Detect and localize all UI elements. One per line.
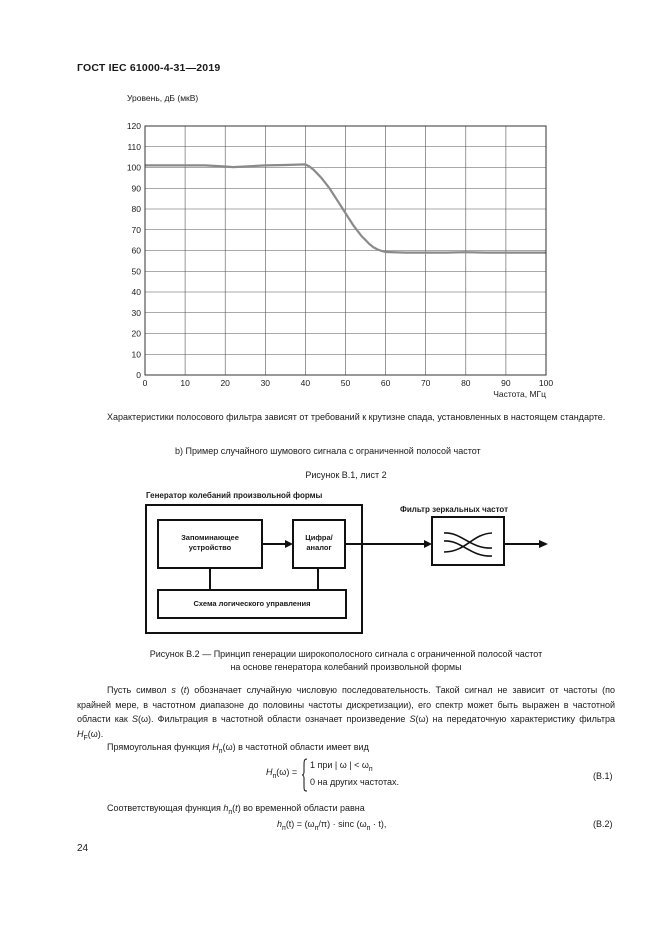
- x-tick-label: 70: [420, 378, 431, 388]
- x-tick-label: 40: [300, 378, 311, 388]
- y-tick-label: 60: [131, 245, 141, 256]
- brace-icon: [301, 758, 309, 792]
- equation-b1-case2: 0 на других частотах.: [310, 777, 399, 787]
- subfigure-caption: b) Пример случайного шумового сигнала с ограниченной полосой частот: [175, 446, 481, 456]
- y-tick-label: 90: [131, 183, 141, 194]
- filter-symbol-icon: [444, 533, 492, 556]
- equation-b2-number: (В.2): [593, 819, 613, 829]
- x-tick-label: 100: [538, 378, 554, 388]
- paragraph-time-domain: Соответствующая функция $h_п(t)$ во временной области равна: [107, 803, 365, 816]
- dac-label-line1: Цифра/: [305, 533, 333, 542]
- x-tick-label: 0: [142, 378, 148, 388]
- arrow-head-icon: [539, 540, 548, 548]
- equation-b1-number: (В.1): [593, 771, 613, 781]
- filter-title: Фильтр зеркальных частот: [400, 505, 509, 514]
- x-axis-label: Частота, МГц: [493, 389, 546, 399]
- x-tick-label: 90: [501, 378, 511, 388]
- y-tick-label: 120: [126, 121, 141, 131]
- paragraph-filter-note: Характеристики полосового фильтра зависят от требований к крутизне спада, установленных в настоящем стандарте.: [107, 412, 606, 422]
- figure-b1-caption: Рисунок В.1, лист 2: [305, 470, 387, 480]
- memory-label-line1: Запоминающее: [181, 533, 239, 542]
- equation-b1-lhs: $H_п(\omega)$ =: [266, 767, 298, 780]
- y-tick-label: 10: [131, 349, 141, 360]
- y-tick-label: 80: [131, 204, 141, 214]
- memory-label: [158, 533, 262, 553]
- x-tick-label: 20: [220, 378, 230, 388]
- y-tick-label: 30: [131, 307, 141, 318]
- arrow-head-icon: [285, 540, 293, 548]
- page-number: 24: [77, 843, 89, 854]
- paragraph-rect-function: Прямоугольная функция $H_п(\omega)$ в частотной области имеет вид: [107, 742, 369, 755]
- y-tick-label: 110: [127, 141, 141, 152]
- y-axis-label: Уровень, дБ (мкВ): [127, 93, 199, 103]
- generator-title: Генератор колебаний произвольной формы: [146, 491, 323, 500]
- y-tick-label: 40: [131, 287, 141, 297]
- logic-label: Схема логического управления: [193, 599, 311, 608]
- memory-label-line2: устройство: [188, 543, 232, 552]
- y-tick-label: 100: [126, 162, 141, 173]
- y-tick-label: 50: [131, 266, 141, 277]
- figure-b2-caption: [77, 648, 615, 674]
- x-tick-label: 80: [461, 378, 471, 388]
- figure-b2-caption-line2: на основе генератора колебаний произвольной формы: [230, 662, 462, 672]
- x-tick-label: 10: [180, 378, 190, 388]
- paragraph-random-sequence: Пусть символ s (t) обозначает случайную числовую последовательность. Такой сигнал не зависит от частоты (по крайней мере, в частотном диапазоне до половины частоты дискретизации), его спектр может быть выражен в частотной области как S(ω). Фильтрация в частотной области означает произведение S(ω) на передаточную характеристику фильтра $H_F(\omega)$.: [77, 685, 615, 742]
- x-tick-label: 60: [380, 378, 391, 388]
- x-tick-label: 50: [340, 378, 351, 388]
- y-tick-label: 70: [131, 224, 141, 235]
- y-tick-label: 0: [136, 370, 141, 380]
- standard-header: ГОСТ IEC 61000-4-31—2019: [77, 62, 221, 74]
- equation-b1-case1: 1 при | ω | < $\omega_п$: [310, 760, 373, 773]
- figure-b2-caption-line1: Рисунок В.2 — Принцип генерации широкополосного сигнала с ограниченной полосой частот: [149, 649, 543, 659]
- equation-b2: $h_п(t) = (\omega_п/\pi) \cdot \sin c$ $(\omega_п \cdot t)$,: [277, 819, 387, 832]
- x-tick-label: 30: [260, 378, 271, 388]
- dac-label-line2: аналог: [306, 543, 332, 552]
- y-tick-label: 20: [131, 328, 141, 339]
- arrow-head-icon: [424, 540, 432, 548]
- dac-label: [293, 533, 345, 553]
